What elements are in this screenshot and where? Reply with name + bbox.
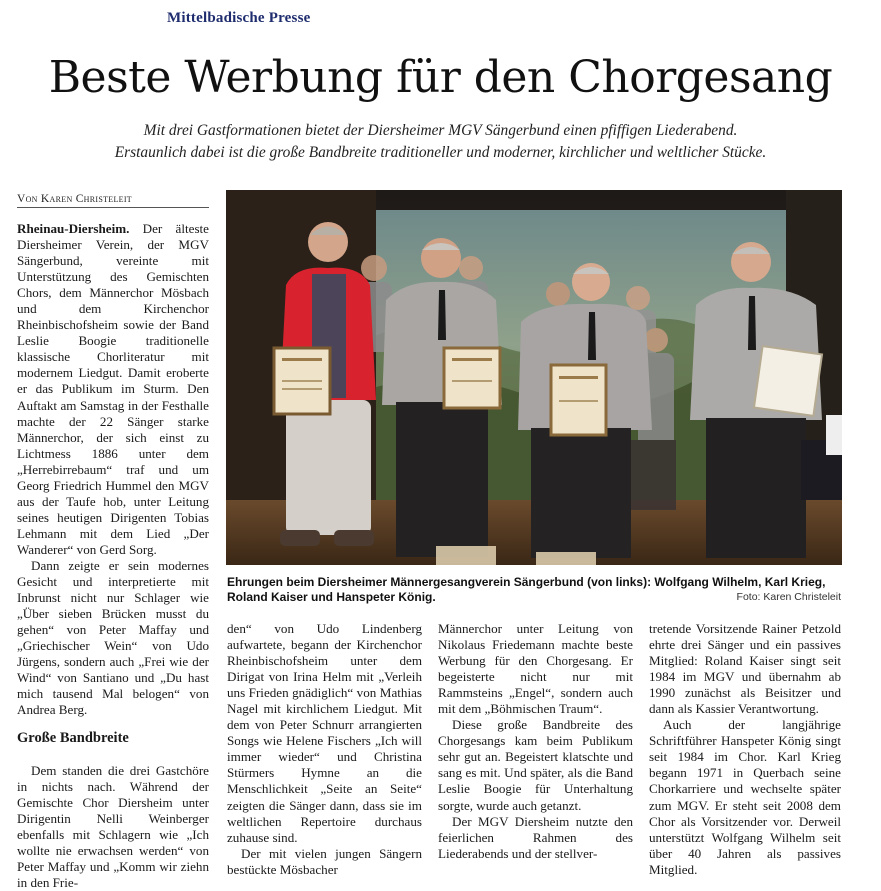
photo-honorees-illustration	[226, 190, 842, 565]
paragraph	[17, 221, 209, 558]
photo-caption: Ehrungen beim Diersheimer Männergesangverein Sängerbund (von links): Wolfgang Wilhelm, Karl Krieg, Roland Kaiser und Hanspeter König.	[227, 575, 826, 604]
photo-credit: Foto: Karen Christeleit	[736, 591, 841, 603]
paragraph: Männerchor unter Leitung von Nikolaus Friedemann machte beste Werbung für den Chorgesang. Er begeisterte nicht nur mit Rammsteins „Engel“, sondern auch mit dem „Böhmischen Traum“.	[438, 621, 633, 717]
paragraph: Dann zeigte er sein modernes Gesicht und interpretierte mit Inbrunst nicht nur Schlager wie „Über sieben Brücken musst du gehen“ von Peter Maffay und „Griechischer Wein“ von Udo Jürgens, sondern auch „Frei wie der Wind“ von Santiano und „Du hast mich tausend Mal belogen“ von Andrea Berg.	[17, 557, 209, 718]
article-column-4	[649, 621, 841, 878]
paragraph: Der mit vielen jungen Sängern bestückte Mösbacher	[227, 845, 422, 877]
article-column-1	[17, 221, 209, 891]
article-subhead	[10, 120, 871, 164]
paragraph-text: Der älteste Diersheimer Verein, der MGV Sängerbund, vereinte mit Unterstützung des Gemischten Chors, dem Männerchor Mösbach und dem Kirchenchor Rheinbischofsheim sowie der Band Leslie Boogie traditionelle klassische Chorliteratur mit modernem Liedgut. Damit eroberte er das Publikum im Sturm. Den Auftakt am Samstag in der Festhalle machte der 22 Sänger starke Männerchor, der sich einst zu Lichtmess 1886 unter dem „Herrebirrebaum“ traf und um Georg Friedrich Hummel den MGV aus der Taufe hob, unter Leitung seines heutigen Dirigenten Tobias Lehmann mit dem Lied „Der Wanderer“ von Gerd Sorg.	[17, 221, 209, 557]
byline: Von Karen Christeleit	[17, 193, 209, 208]
paragraph: Diese große Bandbreite des Chorgesangs kam beim Publikum sehr gut an. Begeistert klatschte und sang es mit. Und später, als die Band Leslie Boogie für Unterhaltung sorgte, wurde auch getanzt.	[438, 717, 633, 813]
paragraph: Der MGV Diersheim nutzte den feierlichen Rahmen des Liederabends und der stellver-	[438, 813, 633, 861]
paragraph: den“ von Udo Lindenberg aufwartete, begann der Kirchenchor Rheinbischofsheim unter dem Dirigat von Irina Helm mit „Verleih uns Frieden gnädiglich“ von Mathias Nagel mit kirchlichem Liedgut. Mit dem von Peter Schnurr arrangierten Songs wie Helene Fischers „Ich will immer wieder“ und Christina Stürmers Hymne an die Menschlichkeit „Seite an Seite“ zeigten die Sänger dann, dass sie im weltlichen Repertoire durchaus zuhause sind.	[227, 621, 422, 845]
article-column-2	[227, 621, 422, 878]
subhead-line-1: Mit drei Gastformationen bietet der Diersheimer MGV Sängerbund einen pfiffigen Liederabend.	[143, 122, 738, 139]
subhead-line-2: Erstaunlich dabei ist die große Bandbreite traditioneller und moderner, kirchlicher und weltlicher Stücke.	[114, 144, 767, 161]
article-photo	[226, 190, 842, 565]
paragraph: tretende Vorsitzende Rainer Petzold ehrte drei Sänger und ein passives Mitglied: Roland Kaiser singt seit 1984 im MGV und übernahm ab 1990 zunächst als Beisitzer und dann als Kassier Verantwortung.	[649, 621, 841, 717]
paragraph: Dem standen die drei Gastchöre in nichts nach. Während der Gemischte Chor Diersheim unter Dirigentin Nelli Weinberger ebenfalls mit Schlagern wie „Ich wollte nie erwachsen werden“ von Peter Maffay und „Komm wir ziehn in den Frie-	[17, 762, 209, 890]
newspaper-masthead: Mittelbadische Presse	[167, 10, 311, 26]
paragraph: Auch der langjährige Schriftführer Hanspeter König singt seit 1984 im Chor. Karl Krieg begann 1971 in Querbach seine Chorkarriere und wechselte später zum MGV. Er steht seit 2008 dem Chor als Vorsitzender vor. Derweil unterstützt Wolfgang Wilhelm seit über 40 Jahren als passives Mitglied.	[649, 717, 841, 877]
article-headline: Beste Werbung für den Chorgesang	[48, 52, 833, 103]
dateline: Rheinau-Diersheim.	[17, 221, 130, 236]
article-column-3	[438, 621, 633, 862]
section-heading: Große Bandbreite	[17, 730, 129, 747]
